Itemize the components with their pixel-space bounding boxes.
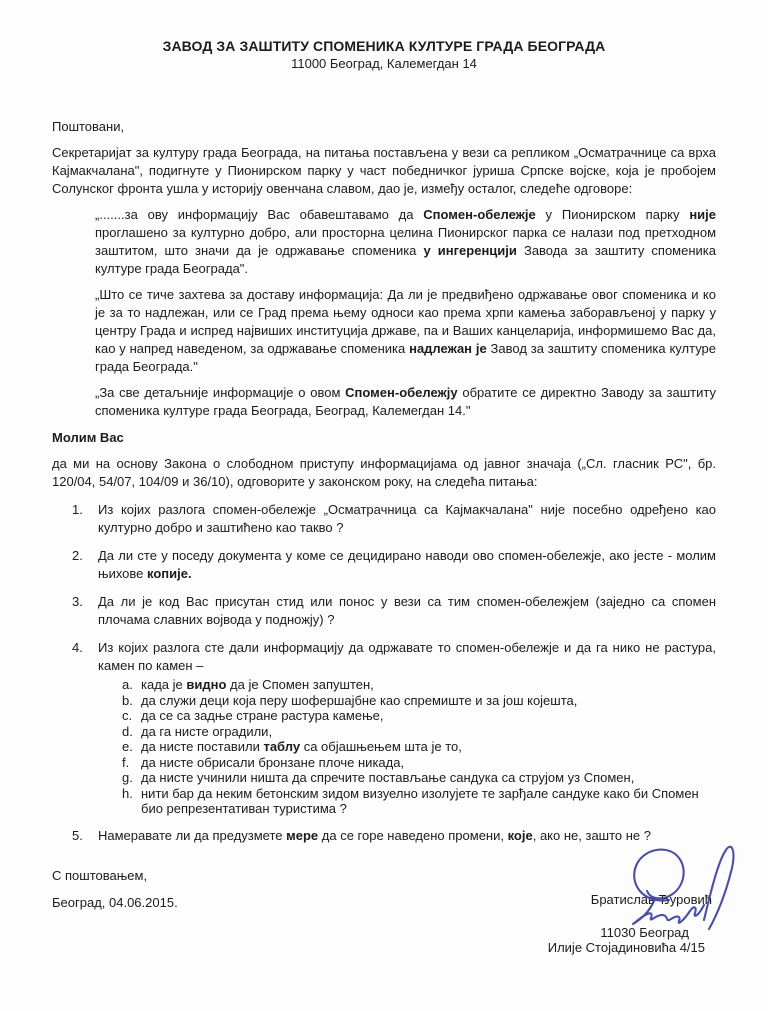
text-segment: да нисте обрисали бронзане плоче никада, (141, 754, 405, 770)
text-segment: обратите се директно Заводу за заштиту споменика културе града Београда, Београд, Калемегдан 14." (95, 385, 716, 418)
text-segment: да нисте поставили (141, 739, 264, 754)
signature-ink (603, 840, 751, 940)
subquestion-text (141, 786, 716, 817)
subquestion-item-h (98, 786, 716, 817)
questions-list (52, 501, 716, 845)
subquestion-letter: h. (122, 785, 133, 801)
subquestion-text (141, 708, 716, 724)
text-segment: проглашено за културно добро, али просторна целина Пионирског парка се налази под претходном заштитом, што значи да је одржавање споменика (95, 225, 716, 258)
signer-street-address: Илије Стојадиновића 4/15 (547, 940, 705, 955)
text-segment: „За све детаљније информације о овом (95, 385, 346, 400)
text-segment: да нисте учинили ништа да спречите постављање сандука са струјом уз Спомен, (141, 770, 635, 785)
text-segment: Спомен-обележје (423, 207, 536, 222)
question-item-4 (52, 639, 716, 817)
text-segment: Да ли сте у поседу документа у коме се децидирано наводи ово спомен-обележје, ако јесте - молим њихове (98, 548, 716, 581)
salutation: Поштовани, (52, 119, 125, 134)
text-segment: Завод за заштиту споменика културе града Београда." (95, 341, 717, 374)
subquestion-text (141, 770, 716, 786)
subquestion-item-a (98, 677, 716, 693)
subquestion-item-c (98, 708, 716, 724)
request-paragraph: да ми на основу Закона о слободном приступу информацијама од јавног значаја („Сл. гласник РС", бр. 120/04, 54/07, 104/09 и 36/10), одговорите у законском року, на следећа питања: (52, 456, 716, 489)
question-body (98, 501, 716, 537)
text-segment: када је (141, 677, 187, 692)
subquestion-letter: a. (122, 677, 133, 692)
subquestion-item-d (98, 724, 716, 740)
subquestion-text (141, 724, 716, 740)
subquestion-text (141, 677, 716, 693)
signature-stroke-flick (704, 847, 733, 929)
question-number: 3. (72, 594, 83, 609)
text-segment: Намеравате ли да предузмете (98, 827, 287, 843)
text-segment: у ингеренцији (423, 243, 517, 258)
question-body (98, 593, 716, 629)
text-segment: таблу (263, 739, 301, 754)
text-segment: надлежан је (409, 341, 487, 356)
subquestion-item-g (98, 770, 716, 786)
signer-postal-code: 11030 Београд (600, 925, 689, 940)
question-item-1 (52, 501, 716, 537)
text-segment: Из којих разлога спомен-обележје „Осматрачница са Кајмакчалана" није посебно одређено као културно добро и заштићено као такво ? (98, 502, 716, 535)
quote-paragraph-3 (95, 384, 716, 420)
quote-paragraph-2 (95, 286, 716, 376)
question-text (98, 547, 716, 583)
question-text (98, 593, 716, 629)
request-heading: Молим Вас (52, 430, 124, 445)
subquestion-letter: g. (122, 770, 133, 785)
text-segment: Из којих разлога сте дали информацију да одржавате то спомен-обележје и да га нико не растура, камен по камен – (98, 640, 716, 673)
text-segment: да се горе наведено промени, (318, 827, 508, 843)
recipient-address: 11000 Београд, Калемегдан 14 (291, 56, 477, 71)
text-segment: да служи деци која перу шофершајбне као спремиште и за још којешта, (141, 692, 578, 708)
text-segment: „.......за ову информацију Вас обавештавамо да (95, 207, 424, 222)
question-number: 5. (72, 827, 83, 843)
subquestion-item-e (98, 739, 716, 755)
text-segment: да се са задње стране растура камење, (141, 708, 384, 723)
text-segment: да га нисте оградили, (141, 723, 273, 739)
letterhead (52, 38, 716, 72)
subquestion-letter: d. (122, 723, 133, 739)
text-segment: Да ли је код Вас присутан стид или понос у вези са тим спомен-обележјем (заједно са спомен плочама славних војвода у подножју) ? (98, 594, 716, 627)
subquestion-letter: b. (122, 692, 133, 708)
question-number: 4. (72, 640, 83, 655)
text-segment: Спомен-обележју (345, 385, 458, 400)
subquestions-list (98, 677, 716, 817)
intro-paragraph: Секретаријат за културу града Београда, на питања постављена у вези са репликом „Осматрачнице са врха Кајмакчалана", подигнуте у Пионирском парку у част победничког јуриша Српске војске, која је пробојем Солунског фронта ушла у историју овенчана славом, дао је, између осталог, следеће одговоре: (52, 145, 716, 196)
text-segment: да је Спомен запуштен, (226, 677, 374, 692)
question-body (98, 547, 716, 583)
text-segment: видно (186, 677, 227, 692)
question-text (98, 501, 716, 537)
subquestion-letter: c. (122, 708, 133, 723)
text-segment: није (689, 207, 717, 222)
subquestion-text (141, 755, 716, 771)
question-number: 1. (72, 502, 83, 517)
subquestion-letter: f. (122, 754, 130, 770)
question-number: 2. (72, 548, 83, 563)
closing-place-date: Београд, 04.06.2015. (52, 894, 178, 910)
text-segment: мере (286, 827, 319, 843)
text-segment: Завода за заштиту споменика културе града Београда". (95, 243, 716, 276)
recipient-title: ЗАВОД ЗА ЗАШТИТУ СПОМЕНИКА КУЛТУРЕ ГРАДА БЕОГРАДА (162, 38, 606, 54)
subquestion-item-f (98, 755, 716, 771)
closing-salutation: С поштовањем, (52, 867, 148, 883)
signature-stroke-loop (634, 850, 683, 901)
subquestion-text (141, 739, 716, 755)
question-item-2 (52, 547, 716, 583)
text-segment: нити бар да неким бетонским зидом визуелно изолујете те зарђале сандуке како би Спомен био репрезентативан туристима ? (141, 785, 699, 816)
text-segment: , ако не, зашто не ? (532, 827, 652, 843)
text-segment: „Што се тиче захтева за доставу информација: Да ли је предвиђено одржавање овог споменика и ко је за то надлежан, или се Град према њему односи као према хрпи камења заборављеној у парку у центру Града и испред највиших институција државе, па и Ваших канцеларија, информишемо Вас да, као у напред наведеном, за одржавање споменика (95, 287, 716, 356)
subquestion-text (141, 693, 716, 709)
signature-stroke-squiggle (633, 898, 704, 924)
question-text (98, 639, 716, 675)
text-segment: копије. (147, 566, 192, 581)
subquestion-item-b (98, 693, 716, 709)
text-segment: које (507, 827, 533, 843)
subquestion-letter: e. (122, 739, 133, 754)
text-segment: са објашњењем шта је то, (300, 739, 462, 754)
text-segment: у Пионирском парку (535, 207, 690, 222)
quote-paragraph-1 (95, 206, 716, 278)
question-item-3 (52, 593, 716, 629)
signer-name: Братислав Ђуровић (590, 892, 712, 907)
question-body (98, 639, 716, 817)
